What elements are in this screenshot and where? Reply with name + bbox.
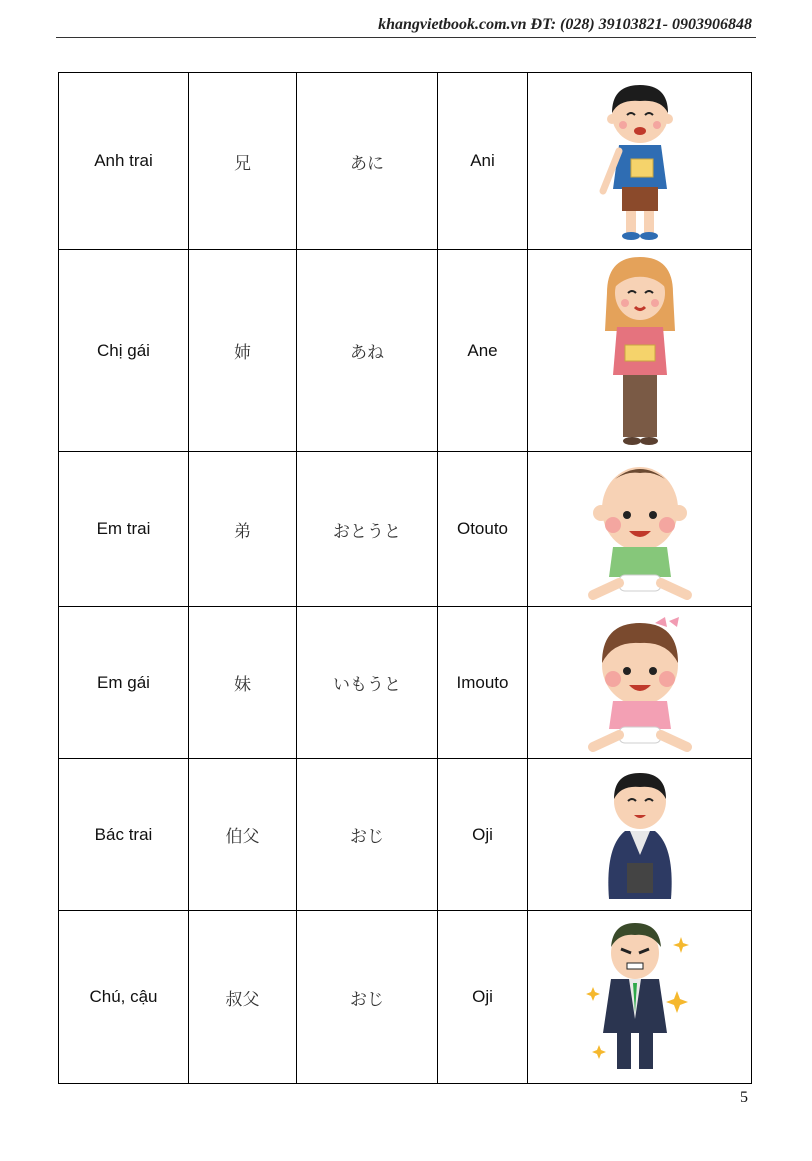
kanji-cell: 伯父 [189, 759, 297, 911]
table-row [59, 607, 752, 759]
kanji-cell: 叔父 [189, 911, 297, 1084]
hiragana-cell: おじ [297, 911, 438, 1084]
illustration-cell [528, 607, 752, 759]
vietnamese-word: Chị gái [59, 250, 189, 452]
kanji-cell: 弟 [189, 452, 297, 607]
vietnamese-word: Anh trai [59, 73, 189, 250]
vocabulary-table [58, 72, 752, 1084]
illustration-cell [528, 73, 752, 250]
illustration-cell [528, 911, 752, 1084]
illustration-cell [528, 759, 752, 911]
girl-holding-book-icon [595, 253, 685, 448]
baby-boy-sitting-icon [585, 457, 695, 602]
vietnamese-word: Em gái [59, 607, 189, 759]
man-in-kimono-icon [595, 767, 685, 902]
romaji-cell: Otouto [438, 452, 528, 607]
vietnamese-word: Chú, cậu [59, 911, 189, 1084]
hiragana-cell: おとうと [297, 452, 438, 607]
boy-holding-book-icon [595, 79, 685, 244]
table-row [59, 250, 752, 452]
kanji-cell: 姉 [189, 250, 297, 452]
romaji-cell: Oji [438, 759, 528, 911]
illustration-cell [528, 452, 752, 607]
table-row [59, 759, 752, 911]
table-row [59, 452, 752, 607]
header-rule [56, 37, 756, 38]
baby-girl-sitting-icon [585, 613, 695, 753]
kanji-cell: 兄 [189, 73, 297, 250]
kanji-cell: 妹 [189, 607, 297, 759]
hiragana-cell: おじ [297, 759, 438, 911]
romaji-cell: Imouto [438, 607, 528, 759]
vietnamese-word: Bác trai [59, 759, 189, 911]
hiragana-cell: あに [297, 73, 438, 250]
romaji-cell: Ane [438, 250, 528, 452]
romaji-cell: Oji [438, 911, 528, 1084]
illustration-cell [528, 250, 752, 452]
table-row [59, 73, 752, 250]
hiragana-cell: あね [297, 250, 438, 452]
angry-man-in-suit-icon [585, 917, 695, 1077]
table-row [59, 911, 752, 1084]
page-number: 5 [740, 1089, 748, 1106]
romaji-cell: Ani [438, 73, 528, 250]
page-header: khangvietbook.com.vn ĐT: (028) 39103821- 0903906848 [378, 16, 752, 33]
hiragana-cell: いもうと [297, 607, 438, 759]
vietnamese-word: Em trai [59, 452, 189, 607]
